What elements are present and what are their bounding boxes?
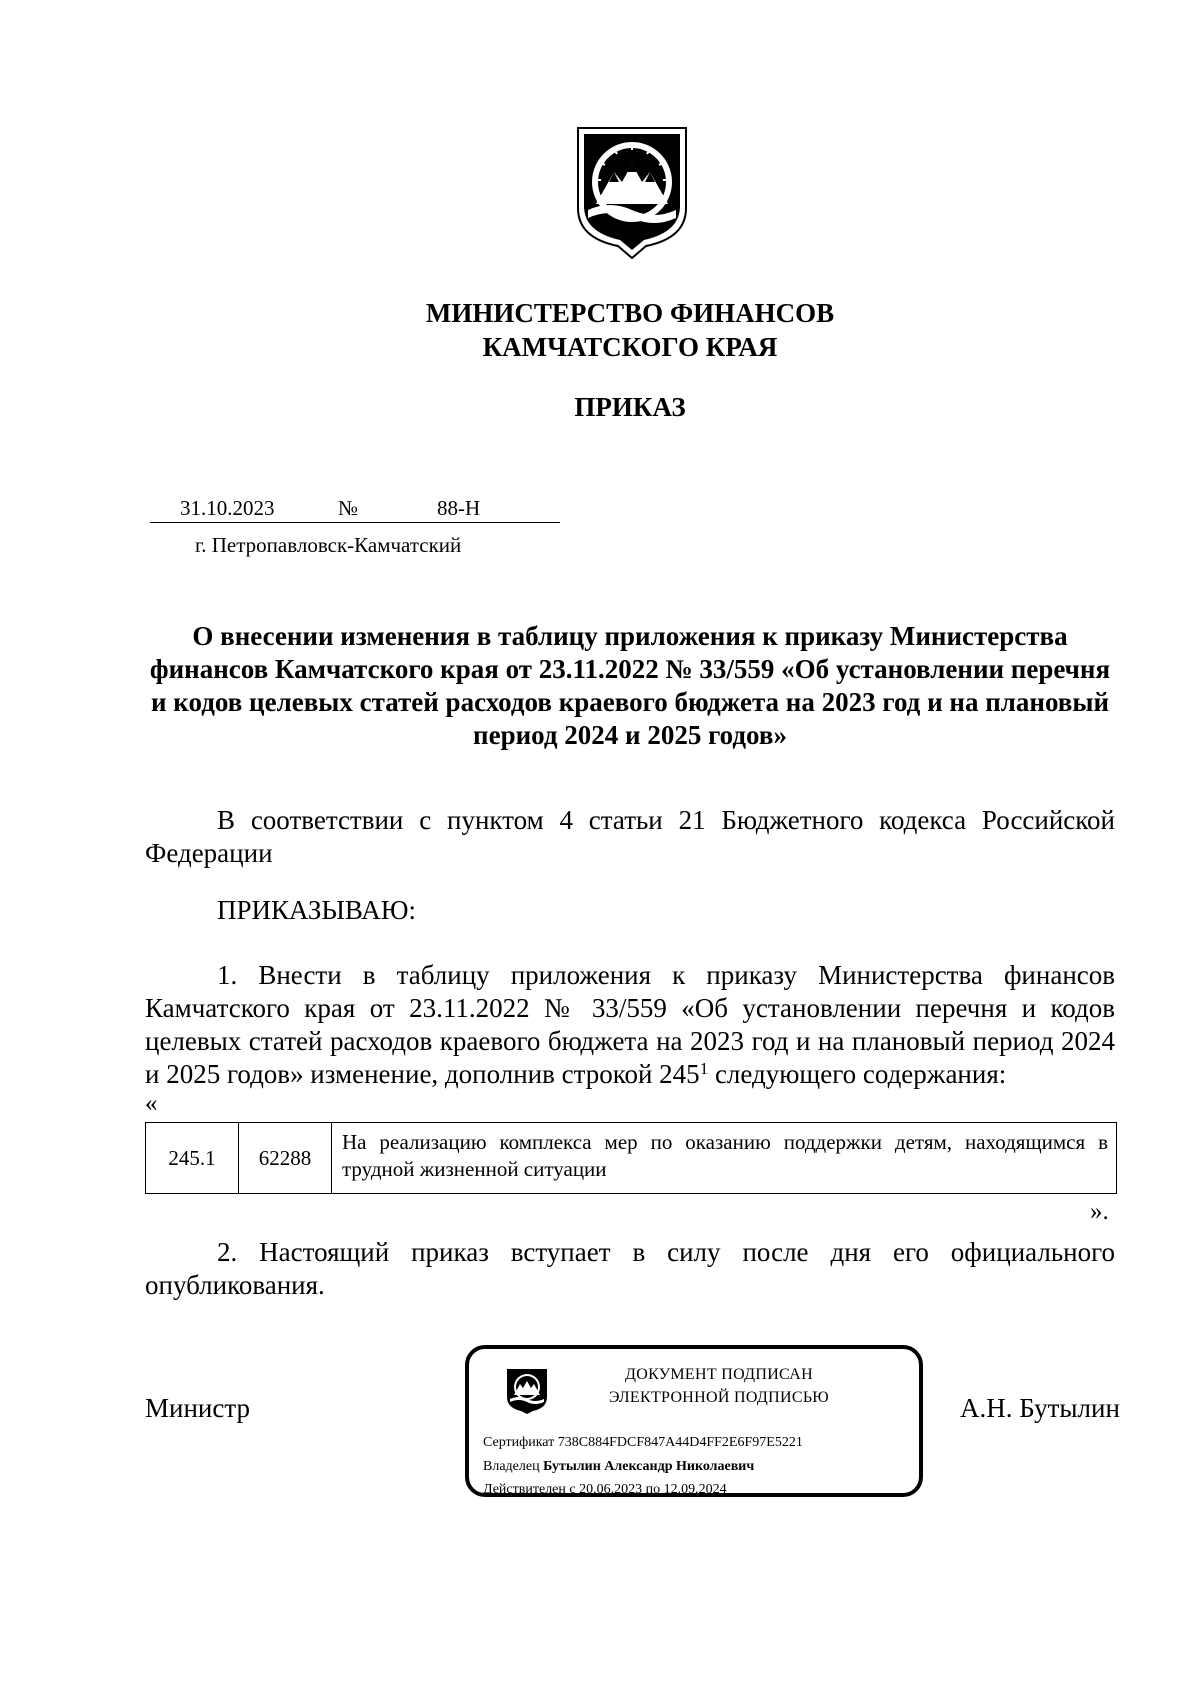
valid-label: Действителен с	[483, 1482, 576, 1497]
stamp-title-line-2: ЭЛЕКТРОННОЙ ПОДПИСЬЮ	[608, 1389, 830, 1406]
city: г. Петропавловск-Камчатский	[195, 533, 462, 557]
certificate-label: Сертификат	[483, 1435, 555, 1450]
description-cell: На реализацию комплекса мер по оказанию поддержки детям, находящимся в трудной жизненной ситуации	[332, 1123, 1117, 1194]
owner-label: Владелец	[483, 1459, 540, 1474]
ministry-line-2: КАМЧАТСКОГО КРАЯ	[482, 332, 778, 362]
certificate-line	[483, 1435, 803, 1451]
registration-row	[150, 492, 560, 526]
open-quote: «	[145, 1090, 158, 1117]
item-1-tail: следующего содержания:	[708, 1059, 1007, 1089]
signer-name: А.Н. Бутылин	[960, 1393, 1120, 1423]
item-1	[145, 959, 1115, 1091]
order-date: 31.10.2023	[180, 496, 275, 520]
inserted-row-table	[145, 1122, 1117, 1194]
table-row	[146, 1123, 1117, 1194]
kamchatka-coat-of-arms-icon	[505, 1367, 549, 1415]
decree-word: ПРИКАЗЫВАЮ:	[217, 895, 416, 925]
preamble: В соответствии с пунктом 4 статьи 21 Бюджетного кодекса Российской Федерации	[145, 805, 1115, 868]
stamp-title-line-1: ДОКУМЕНТ ПОДПИСАН	[625, 1366, 813, 1383]
valid-from: 20.06.2023	[579, 1482, 643, 1497]
order-subject: О внесении изменения в таблицу приложения к приказу Министерства финансов Камчатского края от 23.11.2022 № 33/559 «Об установлении перечня и кодов целевых статей расходов краевого бюджета на 2023 год и на плановый период 2024 и 2025 годов»	[149, 621, 1111, 750]
validity-line	[483, 1482, 727, 1498]
registration-underline	[150, 522, 560, 523]
valid-to: 12.09.2024	[663, 1482, 727, 1497]
owner-line	[483, 1459, 754, 1475]
number-sign: №	[338, 496, 359, 520]
valid-to-label: по	[645, 1482, 661, 1497]
signer-position: Министр	[145, 1393, 250, 1423]
owner-value: Бутылин Александр Николаевич	[543, 1459, 755, 1474]
electronic-signature-stamp	[465, 1345, 923, 1497]
code-cell: 62288	[239, 1123, 332, 1194]
ministry-name	[300, 296, 960, 364]
item-1-superscript: 1	[699, 1059, 709, 1078]
stamp-title	[589, 1363, 849, 1409]
ministry-line-1: МИНИСТЕРСТВО ФИНАНСОВ	[425, 298, 835, 328]
document-type: ПРИКАЗ	[574, 392, 686, 422]
order-number: 88-Н	[437, 496, 481, 520]
item-2: 2. Настоящий приказ вступает в силу после дня его официального опубликования.	[145, 1237, 1115, 1300]
item-1-text: 1. Внести в таблицу приложения к приказу Министерства финансов Камчатского края от 23.11.2022 № 33/559 «Об установлении перечня и кодов целевых статей расходов краевого бюджета на 2023 год и на плановый период 2024 и 2025 годов» изменение, дополнив строкой 245	[145, 960, 1115, 1089]
kamchatka-coat-of-arms-icon	[574, 126, 690, 260]
close-quote: ».	[1090, 1198, 1109, 1225]
certificate-value: 738C884FDCF847A44D4FF2E6F97E5221	[557, 1435, 803, 1450]
row-number-cell: 245.1	[146, 1123, 239, 1194]
